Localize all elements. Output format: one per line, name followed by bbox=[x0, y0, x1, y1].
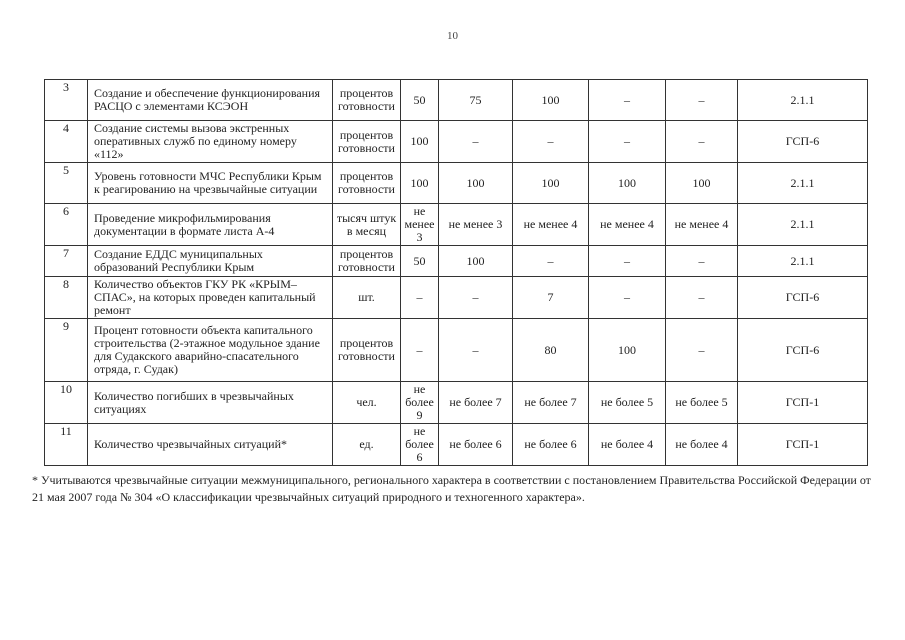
row-number: 9 bbox=[45, 319, 88, 382]
reference-code: ГСП-1 bbox=[738, 424, 868, 466]
table-row bbox=[45, 382, 868, 424]
value-4: не более 5 bbox=[589, 382, 666, 424]
unit-of-measure: процентов готовности bbox=[333, 163, 401, 204]
value-2: 75 bbox=[439, 80, 513, 121]
value-3: не более 6 bbox=[513, 424, 589, 466]
value-4: 100 bbox=[589, 163, 666, 204]
value-3: – bbox=[513, 246, 589, 277]
row-number: 10 bbox=[45, 382, 88, 424]
indicator-name: Создание системы вызова экстренных оперативных служб по единому номеру «112» bbox=[88, 121, 333, 163]
table-body bbox=[45, 80, 868, 466]
value-5: – bbox=[666, 121, 738, 163]
reference-code: 2.1.1 bbox=[738, 204, 868, 246]
unit-of-measure: чел. bbox=[333, 382, 401, 424]
indicator-name: Создание ЕДДС муниципальных образований Республики Крым bbox=[88, 246, 333, 277]
value-5: – bbox=[666, 277, 738, 319]
value-1: не более 6 bbox=[401, 424, 439, 466]
value-5: – bbox=[666, 319, 738, 382]
indicator-name: Проведение микрофильмирования документации в формате листа А-4 bbox=[88, 204, 333, 246]
table-row bbox=[45, 277, 868, 319]
table-row bbox=[45, 319, 868, 382]
table-row bbox=[45, 424, 868, 466]
value-3: не более 7 bbox=[513, 382, 589, 424]
value-4: – bbox=[589, 121, 666, 163]
value-1: не менее 3 bbox=[401, 204, 439, 246]
indicator-name: Уровень готовности МЧС Республики Крым к реагированию на чрезвычайные ситуации bbox=[88, 163, 333, 204]
indicator-name: Создание и обеспечение функционирования РАСЦО с элементами КСЭОН bbox=[88, 80, 333, 121]
value-4: не более 4 bbox=[589, 424, 666, 466]
table-row bbox=[45, 163, 868, 204]
value-5: – bbox=[666, 246, 738, 277]
table-row bbox=[45, 204, 868, 246]
value-5: не более 5 bbox=[666, 382, 738, 424]
row-number: 11 bbox=[45, 424, 88, 466]
row-number: 5 bbox=[45, 163, 88, 204]
row-number: 7 bbox=[45, 246, 88, 277]
indicator-name: Количество объектов ГКУ РК «КРЫМ–СПАС», на которых проведен капитальный ремонт bbox=[88, 277, 333, 319]
value-5: 100 bbox=[666, 163, 738, 204]
value-2: – bbox=[439, 121, 513, 163]
unit-of-measure: процентов готовности bbox=[333, 80, 401, 121]
reference-code: 2.1.1 bbox=[738, 80, 868, 121]
value-2: не менее 3 bbox=[439, 204, 513, 246]
row-number: 6 bbox=[45, 204, 88, 246]
indicator-name: Процент готовности объекта капитального строительства (2-этажное модульное здание для Судакского аварийно-спасательного отряда, г. Судак) bbox=[88, 319, 333, 382]
value-2: не более 6 bbox=[439, 424, 513, 466]
value-1: 50 bbox=[401, 80, 439, 121]
unit-of-measure: процентов готовности bbox=[333, 246, 401, 277]
value-3: 100 bbox=[513, 80, 589, 121]
value-3: 100 bbox=[513, 163, 589, 204]
value-3: не менее 4 bbox=[513, 204, 589, 246]
value-3: 80 bbox=[513, 319, 589, 382]
value-2: – bbox=[439, 277, 513, 319]
table-row bbox=[45, 121, 868, 163]
value-5: – bbox=[666, 80, 738, 121]
unit-of-measure: ед. bbox=[333, 424, 401, 466]
value-5: не менее 4 bbox=[666, 204, 738, 246]
value-2: 100 bbox=[439, 163, 513, 204]
row-number: 4 bbox=[45, 121, 88, 163]
value-4: – bbox=[589, 277, 666, 319]
reference-code: ГСП-6 bbox=[738, 277, 868, 319]
unit-of-measure: тысяч штук в месяц bbox=[333, 204, 401, 246]
row-number: 3 bbox=[45, 80, 88, 121]
value-1: 100 bbox=[401, 121, 439, 163]
reference-code: 2.1.1 bbox=[738, 246, 868, 277]
value-1: 100 bbox=[401, 163, 439, 204]
value-4: 100 bbox=[589, 319, 666, 382]
value-3: 7 bbox=[513, 277, 589, 319]
reference-code: 2.1.1 bbox=[738, 163, 868, 204]
value-1: 50 bbox=[401, 246, 439, 277]
table-row bbox=[45, 80, 868, 121]
value-4: не менее 4 bbox=[589, 204, 666, 246]
value-1: – bbox=[401, 319, 439, 382]
value-1: – bbox=[401, 277, 439, 319]
page-number: 10 bbox=[447, 30, 458, 42]
table-row bbox=[45, 246, 868, 277]
value-4: – bbox=[589, 80, 666, 121]
row-number: 8 bbox=[45, 277, 88, 319]
indicator-name: Количество погибших в чрезвычайных ситуациях bbox=[88, 382, 333, 424]
value-2: 100 bbox=[439, 246, 513, 277]
unit-of-measure: процентов готовности bbox=[333, 319, 401, 382]
reference-code: ГСП-6 bbox=[738, 319, 868, 382]
value-2: – bbox=[439, 319, 513, 382]
value-4: – bbox=[589, 246, 666, 277]
reference-code: ГСП-1 bbox=[738, 382, 868, 424]
value-5: не более 4 bbox=[666, 424, 738, 466]
footnote: * Учитываются чрезвычайные ситуации межмуниципального, регионального характера в соответствии с постановлением Правительства Российской Федерации от 21 мая 2007 года № 304 «О классификации чрезвычайных ситуаций природного и техногенного характера». bbox=[32, 473, 871, 504]
unit-of-measure: процентов готовности bbox=[333, 121, 401, 163]
reference-code: ГСП-6 bbox=[738, 121, 868, 163]
value-1: не более 9 bbox=[401, 382, 439, 424]
indicator-name: Количество чрезвычайных ситуаций* bbox=[88, 424, 333, 466]
indicators-table bbox=[44, 79, 868, 466]
value-3: – bbox=[513, 121, 589, 163]
unit-of-measure: шт. bbox=[333, 277, 401, 319]
value-2: не более 7 bbox=[439, 382, 513, 424]
